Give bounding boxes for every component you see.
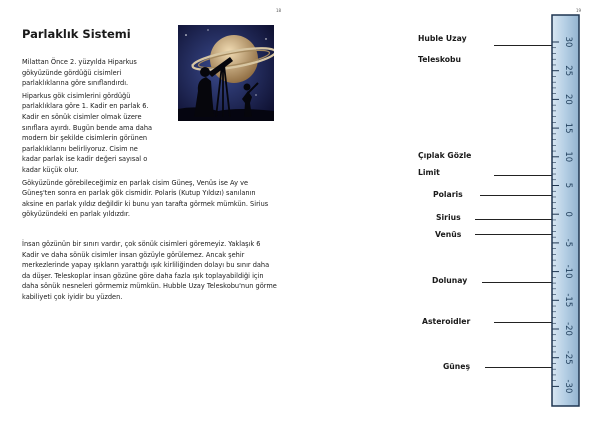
- scale-tick-label: -25: [563, 350, 573, 365]
- scale-tick-label: 15: [563, 122, 573, 134]
- pointer-line-hubble: [494, 45, 552, 46]
- pointer-line-venus: [475, 234, 552, 235]
- scale-tick-label: -30: [563, 379, 573, 394]
- scale-tick-label: -15: [563, 293, 573, 308]
- label-full-moon: Dolunay: [432, 276, 468, 285]
- scale-tick-label: -5: [563, 238, 573, 248]
- scale-tick-label: 0: [563, 211, 573, 217]
- paragraph-2: Hiparkus gök cisimlerini gördüğü parlaklıklara göre 1. Kadir en parlak 6. Kadir en sönük cisimler olmak üzere sınıflara ayırdı. Bugün bende ama daha modern bir şekilde cisimlerin görünen parlaklıklarını belirliyoruz. Cisim ne kadar parlak ise kadir değeri sayısal o kadar küçük olur.: [22, 91, 153, 174]
- pointer-line-sun: [485, 367, 552, 368]
- pointer-line-polaris: [480, 195, 552, 196]
- paragraph-3: Gökyüzünde görebileceğimiz en parlak cisim Güneş, Venüs ise Ay ve Güneş'ten sonra en parlak gök cismidir. Polaris (Kutup Yıldızı) sanılanın aksine en parlak yıldız değildir ki bunu yan tarafta görmek mümkün. Sirius gökyüzündeki en parlak yıldızdır.: [22, 178, 269, 219]
- right-page-number: 19: [576, 8, 582, 13]
- scale-tick-label: 10: [563, 151, 573, 163]
- magnitude-scale: [552, 15, 579, 406]
- label-venus: Venüs: [435, 230, 462, 239]
- pointer-line-naked-eye: [494, 175, 552, 176]
- scale-tick-label: -10: [563, 264, 573, 279]
- page-title: Parlaklık Sistemi: [22, 27, 131, 41]
- pointer-line-sirius: [475, 219, 552, 220]
- label-sirius: Sirius: [436, 213, 461, 222]
- paragraph-4: İnsan gözünün bir sınırı vardır, çok sönük cisimleri göremeyiz. Yaklaşık 6 Kadir ve daha sönük cisimler insan gözüyle görülemez. Ancak şehir merkezlerinde yapay ışıkların yarattığı ışık kirliliğinden dolayı bu sınır daha da düşer. Teleskoplar insan gözüne göre daha fazla ışık toplayabildiği için daha sönük nesneleri görmemiz mümkün. Hubble Uzay Teleskobu'nun görme kabiliyeti çok iyidir bu yüzden.: [22, 239, 277, 301]
- scale-tick-label: 20: [563, 93, 573, 105]
- label-sun: Güneş: [443, 362, 471, 371]
- right-page: [300, 0, 600, 424]
- paragraph-1: Milattan Önce 2. yüzyılda Hiparkus gökyüzünde gördüğü cisimleri parlaklıklarına göre sınıflandırdı.: [22, 58, 137, 88]
- label-naked-eye-line1: Çıplak Gözle: [418, 151, 472, 160]
- pointer-line-asteroids: [494, 322, 552, 323]
- scale-tick-label: -20: [563, 322, 573, 336]
- left-page-number: 18: [276, 8, 282, 13]
- scale-tick-label: 5: [563, 182, 573, 189]
- label-polaris: Polaris: [433, 190, 463, 199]
- scale-tick-label: 25: [563, 65, 573, 77]
- text-body: [22, 57, 277, 302]
- scale-tick-label: 30: [563, 36, 573, 48]
- label-naked-eye-line2: Limit: [418, 168, 440, 177]
- label-asteroids: Asteroidler: [422, 317, 471, 326]
- label-hubble-line2: Teleskobu: [418, 55, 462, 64]
- pointer-line-full-moon: [482, 282, 552, 283]
- label-hubble-line1: Huble Uzay: [418, 34, 467, 43]
